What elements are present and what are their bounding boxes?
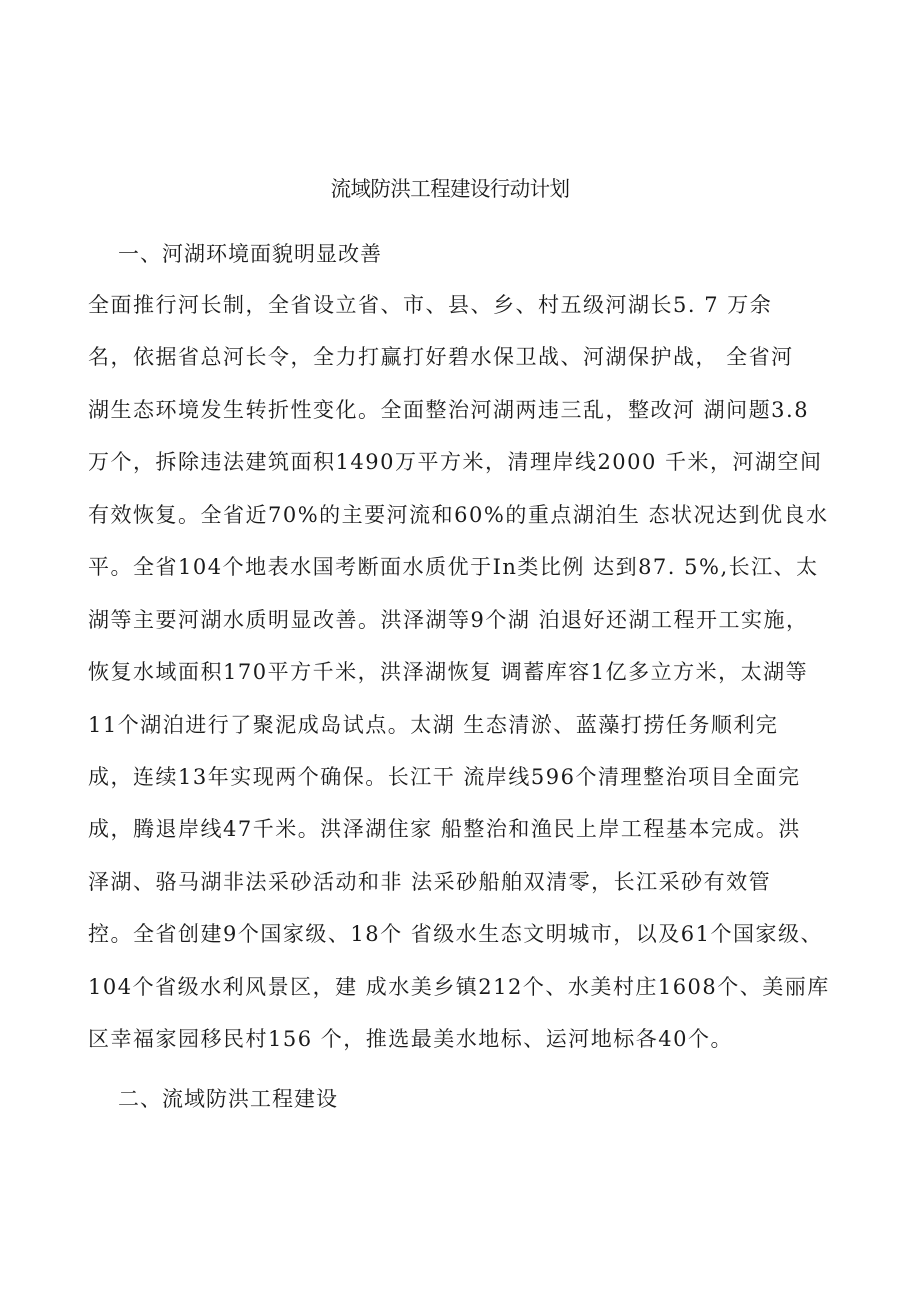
paragraph-line: 泽湖、骆马湖非法采砂活动和非 法采砂船舶双清零，长江采砂有效管	[88, 870, 772, 894]
section-heading-2: 二、流域防洪工程建设	[118, 1087, 338, 1111]
paragraph-line: 平。全省104个地表水国考断面水质优于In类比例 达到87. 5%,长江、太	[88, 555, 819, 579]
paragraph-line: 区幸福家园移民村156 个，推选最美水地标、运河地标各40个。	[88, 1027, 733, 1051]
paragraph-line: 控。全省创建9个国家级、18个 省级水生态文明城市，以及61个国家级、	[88, 922, 823, 946]
paragraph-line: 有效恢复。全省近70%的主要河流和60%的重点湖泊生 态状况达到优良水	[88, 503, 829, 527]
section-heading-1: 一、河湖环境面貌明显改善	[118, 242, 382, 266]
paragraph-line: 湖等主要河湖水质明显改善。洪泽湖等9个湖 泊退好还湖工程开工实施，	[88, 608, 809, 632]
paragraph-line: 万个，拆除违法建筑面积1490万平方米，清理岸线2000 千米，河湖空间	[88, 450, 823, 474]
paragraph-line: 湖生态环境发生转折性变化。全面整治河湖两违三乱，整改河 湖问题3.8	[88, 398, 810, 422]
paragraph-line: 恢复水域面积170平方千米，洪泽湖恢复 调蓄库容1亿多立方米，太湖等	[88, 660, 809, 684]
paragraph-line: 成，腾退岸线47千米。洪泽湖住家 船整治和渔民上岸工程基本完成。洪	[88, 817, 801, 841]
paragraph-line: 104个省级水利风景区，建 成水美乡镇212个、水美村庄1608个、美丽库	[88, 975, 830, 999]
paragraph-line: 名，依据省总河长令，全力打赢打好碧水保卫战、河湖保护战， 全省河	[88, 345, 794, 369]
paragraph-line: 成，连续13年实现两个确保。长江干 流岸线596个清理整治项目全面完	[88, 765, 801, 789]
paragraph-line: 11个湖泊进行了聚泥成岛试点。太湖 生态清淤、蓝藻打捞任务顺利完	[88, 713, 779, 737]
paragraph-line: 全面推行河长制，全省设立省、市、县、乡、村五级河湖长5. 7 万余	[88, 293, 773, 317]
document-title: 流域防洪工程建设行动计划	[330, 177, 570, 201]
